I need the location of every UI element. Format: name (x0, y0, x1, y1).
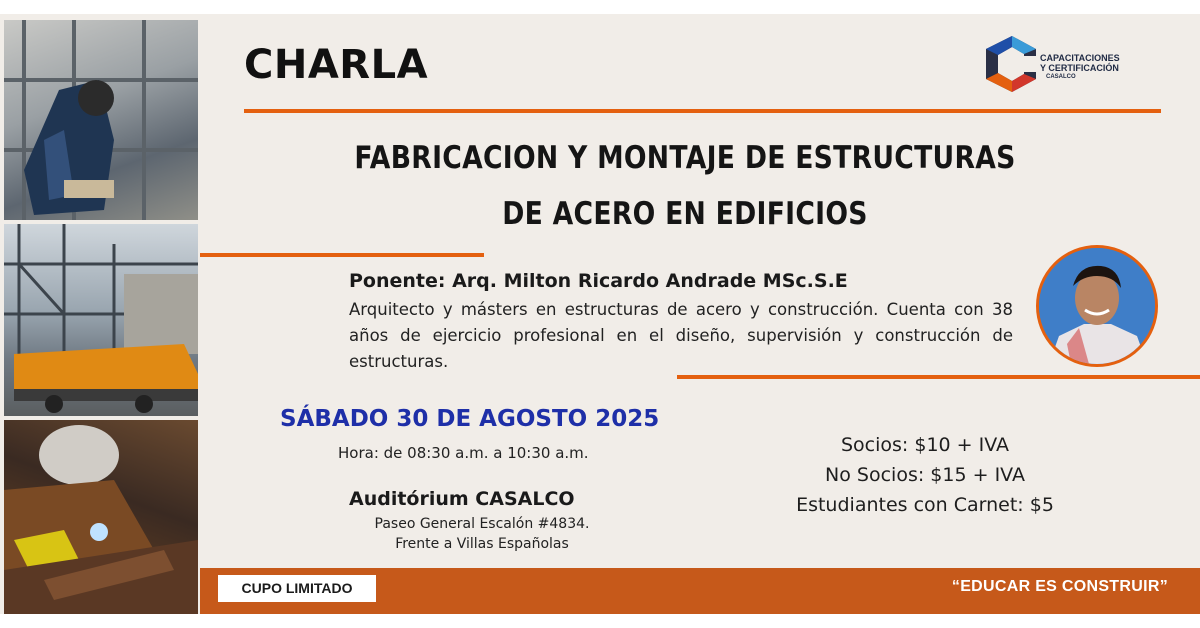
logo-line-1: CAPACITACIONES (1040, 53, 1120, 63)
speaker-name: Ponente: Arq. Milton Ricardo Andrade MSc.S.E (349, 270, 848, 292)
limited-seats-badge: CUPO LIMITADO (218, 575, 376, 602)
casalco-logo (984, 34, 1174, 94)
steel-structure-crane-photo (4, 224, 198, 416)
divider-top (244, 109, 1161, 113)
talk-title-line-1: FABRICACION Y MONTAJE DE ESTRUCTURAS (354, 140, 1016, 176)
divider-right (677, 375, 1200, 379)
speaker-bio: Arquitecto y másters en estructuras de acero y construcción. Cuenta con 38 años de ejercicio profesional en el diseño, supervisión y construcción de estructuras. (349, 300, 1013, 371)
logo-line-2: Y CERTIFICACIÓN (1040, 63, 1119, 73)
price-list (770, 430, 1080, 520)
logo-line-3: CASALCO (1046, 74, 1076, 80)
event-type-heading: CHARLA (244, 42, 429, 88)
event-flyer (0, 14, 1200, 614)
welding-mask-photo (4, 420, 198, 614)
address-line-2: Frente a Villas Españolas (395, 536, 569, 552)
event-time: Hora: de 08:30 a.m. a 10:30 a.m. (338, 444, 589, 462)
footer-bar (200, 568, 1200, 614)
price-non-members: No Socios: $15 + IVA (825, 464, 1025, 486)
talk-title (311, 130, 1059, 242)
price-members: Socios: $10 + IVA (840, 434, 1010, 456)
speaker-portrait (1036, 245, 1158, 367)
event-address (362, 514, 602, 554)
logo-wordmark (1040, 53, 1120, 81)
divider-middle (200, 253, 484, 257)
price-students: Estudiantes con Carnet: $5 (796, 494, 1054, 516)
event-venue: Auditórium CASALCO (349, 488, 575, 510)
welder-photo (4, 20, 198, 220)
address-line-1: Paseo General Escalón #4834. (374, 516, 590, 532)
slogan: “EDUCAR ES CONSTRUIR” (951, 578, 1168, 595)
event-date: SÁBADO 30 DE AGOSTO 2025 (280, 406, 660, 432)
casalco-logo-icon (984, 34, 1040, 94)
talk-title-line-2: DE ACERO EN EDIFICIOS (502, 196, 868, 232)
